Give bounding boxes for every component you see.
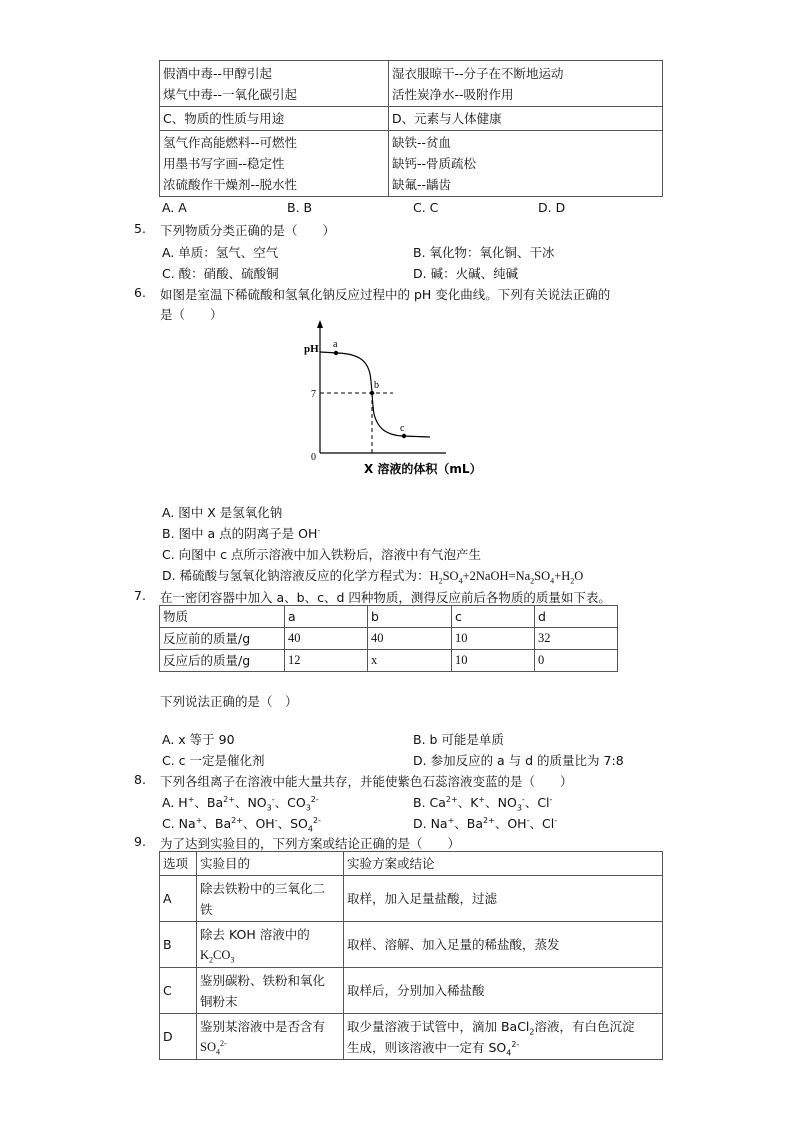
x-axis-label: X 溶液的体积（mL）: [364, 462, 482, 476]
q4-cell-b: [389, 61, 663, 107]
q9-head-goal: 实验目的: [197, 852, 344, 876]
q4-option-d[interactable]: D. D: [538, 200, 566, 215]
q4-option-a[interactable]: A. A: [162, 200, 187, 215]
q4-a-line2: 煤气中毒--一氧化碳引起: [163, 86, 298, 102]
q9-row-b-plan: 取样、溶解、加入足量的稀盐酸，蒸发: [344, 922, 663, 968]
q9-stem: 为了达到实验目的，下列方案或结论正确的是（ ）: [160, 836, 461, 851]
q4-cell-d-head: D、元素与人体健康: [389, 107, 663, 131]
q4-cell-a: [160, 61, 389, 107]
q7-row2-b: x: [368, 650, 452, 672]
q8-stem: 下列各组离子在溶液中能大量共存，并能使紫色石蕊溶液变蓝的是（ ）: [160, 774, 573, 789]
q9-row-d-option: D: [160, 1014, 197, 1060]
ph-curve-chart: [298, 318, 508, 480]
q4-a-line1: 假酒中毒--甲醇引起: [163, 65, 273, 81]
q9-row-b-option: B: [160, 922, 197, 968]
q4-d-line3: 缺氟--龋齿: [392, 177, 452, 192]
q8-option-d[interactable]: D. Na+、$Ba^{2+}$、OH-、Cl-: [413, 815, 558, 831]
q9-row-a-goal: 除去铁粉中的三氧化二 铁: [197, 876, 344, 922]
q9-row-a-plan: 取样，加入足量盐酸，过滤: [344, 876, 663, 922]
q7-head-b: b: [368, 606, 452, 628]
y-axis-label: pH: [304, 343, 319, 355]
q6-stem-line1: 如图是室温下稀硫酸和氢氧化钠反应过程中的 pH 变化曲线。下列有关说法正确的: [160, 287, 611, 302]
q9-row-d-goal: 鉴别某溶液中是否含有 $SO_4^{2-}$: [197, 1014, 344, 1060]
q7-row2-c: 10: [452, 650, 535, 672]
q5-option-b[interactable]: B. 氧化物：氧化铜、干冰: [413, 245, 555, 260]
q4-b-line1: 湿衣服晾干--分子在不断地运动: [392, 65, 564, 81]
q4-cell-c-head: C、物质的性质与用途: [160, 107, 389, 131]
q6-option-d[interactable]: [162, 566, 583, 584]
q7-stem: 在一密闭容器中加入 a、b、c、d 四种物质，测得反应前后各物质的质量如下表。: [160, 590, 611, 605]
q9-head-plan: 实验方案或结论: [344, 852, 663, 876]
q5-option-d[interactable]: D. 碱：火碱、纯碱: [413, 266, 519, 281]
q9-row-b-goal: 除去 KOH 溶液中的 $K_2CO_3$: [197, 922, 344, 968]
q6-option-b[interactable]: [162, 524, 320, 542]
q4-d-line2: 缺钙--骨质疏松: [392, 156, 477, 171]
point-b-label: b: [374, 380, 379, 391]
q6-number: 6.: [134, 285, 146, 300]
ph-curve: [320, 352, 430, 437]
q4-c-line3: 浓硫酸作干燥剂--脱水性: [163, 177, 298, 192]
point-a-marker: [334, 351, 338, 355]
q8-number: 8.: [134, 772, 146, 787]
q5-option-c[interactable]: C. 酸：硝酸、硫酸铜: [162, 266, 279, 281]
q6-option-a[interactable]: A. 图中 X 是氢氧化钠: [162, 505, 283, 520]
q6-equation: $H_2SO_4+2NaOH=Na_2SO_4+H_2O$: [429, 569, 584, 586]
q7-row1-c: 10: [452, 628, 535, 650]
q5-option-a[interactable]: A. 单质：氢气、空气: [162, 245, 279, 260]
ref-tick-7: 7: [311, 389, 316, 400]
q9-number: 9.: [134, 834, 146, 849]
point-c-marker: [402, 434, 406, 438]
origin-label: 0: [311, 452, 316, 463]
q5-number: 5.: [134, 221, 146, 236]
q6-option-c[interactable]: C. 向图中 c 点所示溶液中加入铁粉后，溶液中有气泡产生: [162, 547, 481, 562]
q8-option-a[interactable]: A. H+、$Ba^{2+}$、$NO_3^-$、$CO_3^{2-}$: [162, 794, 319, 813]
point-c-label: c: [400, 423, 405, 434]
q7-row1-label: 反应前的质量/g: [160, 628, 285, 650]
q7-option-c[interactable]: C. c 一定是催化剂: [162, 753, 265, 768]
q4-cell-c: [160, 131, 389, 197]
q6-option-b-text: B. 图中 a 点的阴离子是 OH: [162, 526, 318, 541]
q7-row1-a: 40: [285, 628, 368, 650]
q7-head-substance: 物质: [160, 606, 285, 628]
q6-option-d-text: D. 稀硫酸与氢氧化钠溶液反应的化学方程式为：: [162, 568, 430, 583]
q6-stem-line2: 是（ ）: [160, 307, 223, 322]
q4-d-line1: 缺铁--贫血: [392, 135, 452, 150]
q8-option-c[interactable]: C. Na+、$Ba^{2+}$、OH-、$SO_4^{2-}$: [162, 815, 321, 834]
q7-row2-d: 0: [535, 650, 618, 672]
q7-row2-label: 反应后的质量/g: [160, 650, 285, 672]
q5-stem: 下列物质分类正确的是（ ）: [160, 223, 336, 238]
q8-option-b[interactable]: B. $Ca^{2+}$、K+、$NO_3^-$、Cl-: [413, 794, 553, 813]
q9-experiment-table: [159, 851, 663, 1060]
q4-table: [159, 60, 663, 197]
q7-number: 7.: [134, 588, 146, 603]
point-a-label: a: [333, 339, 338, 350]
q7-head-d: d: [535, 606, 618, 628]
q7-row2-a: 12: [285, 650, 368, 672]
q7-row1-b: 40: [368, 628, 452, 650]
q7-row1-d: 32: [535, 628, 618, 650]
q9-row-a-option: A: [160, 876, 197, 922]
q9-row-c-plan: 取样后，分别加入稀盐酸: [344, 968, 663, 1014]
q6-option-b-charge: -: [317, 525, 321, 535]
q7-option-d[interactable]: D. 参加反应的 a 与 d 的质量比为 7:8: [413, 753, 624, 768]
q9-head-option: 选项: [160, 852, 197, 876]
q4-c-line1: 氢气作高能燃料--可燃性: [163, 135, 298, 150]
q9-row-c-option: C: [160, 968, 197, 1014]
q9-row-d-plan: 取少量溶液于试管中，滴加 BaCl$_2$溶液，有白色沉淀 生成，则该溶液中一定有 $SO_4^{2-}$: [344, 1014, 663, 1060]
q4-b-line2: 活性炭净水--吸附作用: [392, 86, 514, 102]
q9-row-c-goal: 鉴别碳粉、铁粉和氧化 铜粉末: [197, 968, 344, 1014]
q4-cell-d: [389, 131, 663, 197]
q7-mass-table: [159, 605, 618, 672]
q7-option-b[interactable]: B. b 可能是单质: [413, 732, 504, 747]
q7-follow-up: 下列说法正确的是（ ）: [160, 694, 298, 709]
q4-c-line2: 用墨书写字画--稳定性: [163, 156, 285, 171]
q4-option-c[interactable]: C. C: [413, 200, 439, 215]
q4-option-b[interactable]: B. B: [287, 200, 313, 215]
y-axis-arrow: [317, 320, 323, 328]
q7-head-a: a: [285, 606, 368, 628]
point-b-marker: [370, 391, 374, 395]
q7-head-c: c: [452, 606, 535, 628]
q7-option-a[interactable]: A. x 等于 90: [162, 732, 235, 747]
